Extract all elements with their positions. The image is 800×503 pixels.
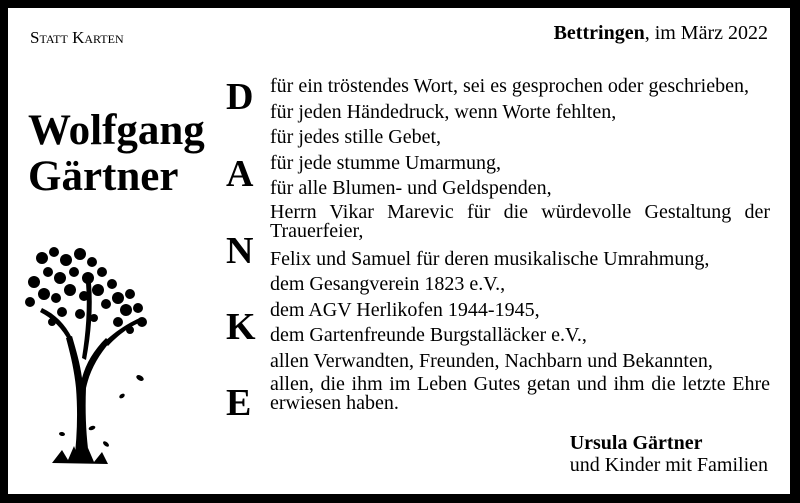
thanks-line: für jeden Händedruck, wenn Worte fehlten,	[270, 100, 617, 123]
statt-karten-text: Statt Karten	[30, 28, 124, 47]
signature-block	[570, 432, 768, 476]
place-date	[554, 22, 768, 45]
obituary-card	[8, 8, 790, 494]
signer-name: Ursula Gärtner	[569, 432, 703, 454]
danke-letter-k: K	[226, 306, 256, 348]
danke-letter-n: N	[226, 230, 254, 272]
thanks-line: für ein tröstendes Wort, sei es gesprochen oder geschrieben,	[270, 75, 749, 97]
thanks-line: allen, die ihm im Leben Gutes getan und ihm die letzte Ehre	[270, 373, 770, 395]
thanks-line: für jedes stille Gebet,	[270, 126, 442, 148]
tree-silhouette-icon	[22, 238, 152, 468]
thanks-line: dem Gartenfreunde Burgstalläcker e.V.,	[270, 324, 587, 346]
danke-letter-e: E	[226, 382, 252, 424]
signer-family: und Kinder mit Familien	[569, 454, 768, 476]
thanks-line: für alle Blumen- und Geldspenden,	[270, 177, 552, 199]
thanks-text	[270, 74, 770, 419]
thanks-line: dem Gesangverein 1823 e.V.,	[270, 273, 506, 295]
deceased-last-name: Gärtner	[28, 153, 179, 200]
place-name: Bettringen	[553, 22, 645, 44]
thanks-line: allen Verwandten, Freunden, Nachbarn und Bekannten,	[270, 349, 713, 372]
date-text: , im März 2022	[644, 22, 768, 44]
thanks-line: Herrn Vikar Marevic für die würdevolle Gestaltung der	[270, 200, 770, 223]
thanks-line: Felix und Samuel für deren musikalische Umrahmung,	[270, 247, 710, 270]
danke-letter-a: A	[226, 153, 254, 195]
danke-letter-d: D	[226, 76, 254, 118]
thanks-line: für jede stumme Umarmung,	[270, 151, 502, 174]
thanks-line: erwiesen haben.	[270, 392, 399, 414]
statt-karten-label	[30, 28, 124, 48]
deceased-name	[28, 108, 205, 200]
thanks-line: Trauerfeier,	[270, 219, 364, 242]
deceased-first-name: Wolfgang	[28, 107, 205, 154]
thanks-line: dem AGV Herlikofen 1944-1945,	[270, 298, 540, 321]
